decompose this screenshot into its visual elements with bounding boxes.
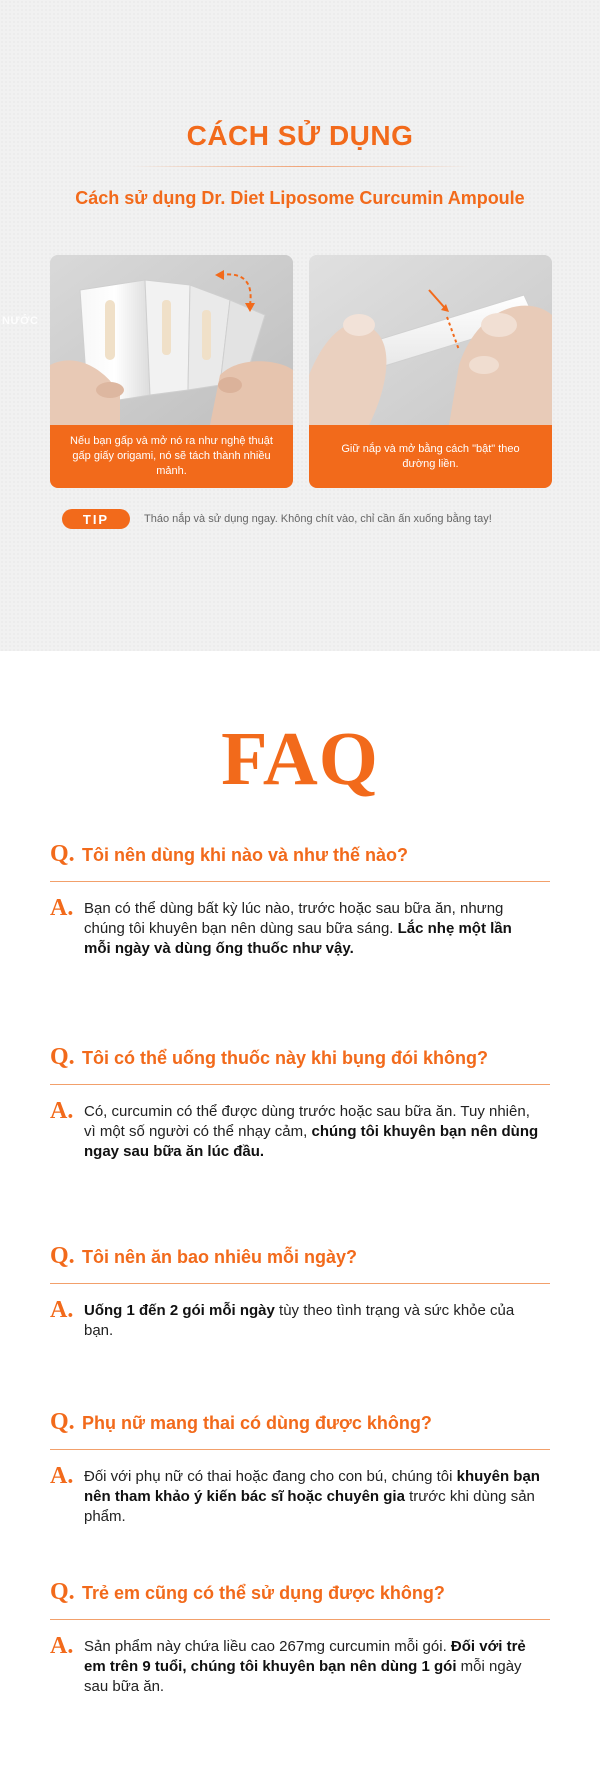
- step-caption-snap: Giữ nắp và mở bằng cách "bật" theo đường liền.: [309, 425, 552, 488]
- faq-answer: [84, 1102, 542, 1162]
- faq-answer: [84, 1637, 542, 1697]
- answer-text: Sản phẩm này chứa liều cao 267mg curcumin mỗi gói.: [84, 1638, 451, 1655]
- faq-question-row: [50, 1579, 550, 1611]
- question-mark: Q.: [50, 1409, 75, 1435]
- faq-question: Tôi nên dùng khi nào và như thế nào?: [82, 845, 409, 865]
- faq-question-row: [50, 1243, 550, 1275]
- question-mark: Q.: [50, 841, 75, 867]
- faq-item: [50, 1579, 550, 1697]
- faq-answer-row: [50, 1297, 550, 1341]
- fold-ampoule-photo: [50, 255, 293, 425]
- faq-question: Phụ nữ mang thai có dùng được không?: [82, 1413, 432, 1433]
- step-caption-fold: Nếu bạn gấp và mở nó ra như nghệ thuật gấp giấy origami, nó sẽ tách thành nhiều mảnh.: [50, 425, 293, 488]
- answer-emphasis: Uống 1 đến 2 gói mỗi ngày: [84, 1302, 275, 1319]
- question-divider: [50, 1283, 550, 1284]
- faq-item: [50, 1044, 550, 1162]
- faq-answer-row: [50, 895, 550, 959]
- usage-section: [0, 0, 600, 651]
- faq-answer-row: [50, 1633, 550, 1697]
- faq-title: FAQ: [221, 717, 379, 801]
- question-divider: [50, 1449, 550, 1450]
- faq-answer: [84, 1467, 542, 1527]
- faq-item: [50, 1409, 550, 1527]
- faq-answer: [84, 899, 542, 959]
- answer-emphasis: Lắc nhẹ một lần mỗi ngày và dùng ống thuốc như vậy.: [84, 920, 512, 957]
- answer-mark: A.: [50, 1098, 74, 1124]
- faq-question-row: [50, 1044, 550, 1076]
- answer-mark: A.: [50, 1297, 74, 1323]
- question-mark: Q.: [50, 1044, 75, 1070]
- answer-text: mỗi ngày sau bữa ăn.: [84, 1658, 522, 1695]
- answer-mark: A.: [50, 1633, 74, 1659]
- usage-title: CÁCH SỬ DỤNG: [186, 120, 414, 151]
- faq-section: [0, 651, 600, 1787]
- question-divider: [50, 1084, 550, 1085]
- tip-badge: TIP: [62, 509, 130, 529]
- faq-question: Trẻ em cũng có thể sử dụng được không?: [82, 1583, 445, 1603]
- answer-text: Có, curcumin có thể được dùng trước hoặc sau bữa ăn. Tuy nhiên, vì một số người có thể nhạy cảm,: [84, 1103, 530, 1140]
- answer-mark: A.: [50, 1463, 74, 1489]
- answer-text: trước khi dùng sản phẩm.: [84, 1488, 535, 1525]
- faq-question-row: [50, 841, 550, 873]
- answer-text: tùy theo tình trạng và sức khỏe của bạn.: [84, 1302, 515, 1339]
- faq-question: Tôi nên ăn bao nhiêu mỗi ngày?: [82, 1247, 358, 1267]
- answer-emphasis: chúng tôi khuyên bạn nên dùng ngay sau bữa ăn lúc đầu.: [84, 1123, 539, 1160]
- faq-question: Tôi có thể uống thuốc này khi bụng đói không?: [82, 1048, 488, 1068]
- answer-emphasis: Đối với trẻ em trên 9 tuổi, chúng tôi khuyên bạn nên dùng 1 gói: [84, 1638, 526, 1675]
- answer-mark: A.: [50, 895, 74, 921]
- question-mark: Q.: [50, 1579, 75, 1605]
- step-card-fold: [50, 255, 293, 488]
- title-divider: [130, 166, 470, 167]
- side-label: NƯỚC: [2, 315, 39, 327]
- question-divider: [50, 881, 550, 882]
- faq-answer: [84, 1301, 542, 1341]
- faq-answer-row: [50, 1463, 550, 1527]
- question-mark: Q.: [50, 1243, 75, 1269]
- faq-question-row: [50, 1409, 550, 1441]
- tip-text: Tháo nắp và sử dụng ngay. Không chít vào, chỉ cần ấn xuống bằng tay!: [144, 513, 492, 525]
- usage-subtitle: Cách sử dụng Dr. Diet Liposome Curcumin Ampoule: [75, 188, 525, 208]
- answer-text: Đối với phụ nữ có thai hoặc đang cho con bú, chúng tôi: [84, 1468, 457, 1485]
- answer-text: Bạn có thể dùng bất kỳ lúc nào, trước hoặc sau bữa ăn, nhưng chúng tôi khuyên bạn nên dùng sau bữa sáng.: [84, 900, 504, 937]
- answer-emphasis: khuyên bạn nên tham khảo ý kiến bác sĩ hoặc chuyên gia: [84, 1468, 540, 1505]
- faq-item: [50, 1243, 550, 1341]
- step-card-snap: [309, 255, 552, 488]
- faq-answer-row: [50, 1098, 550, 1162]
- snap-ampoule-photo: [309, 255, 552, 425]
- question-divider: [50, 1619, 550, 1620]
- faq-item: [50, 841, 550, 959]
